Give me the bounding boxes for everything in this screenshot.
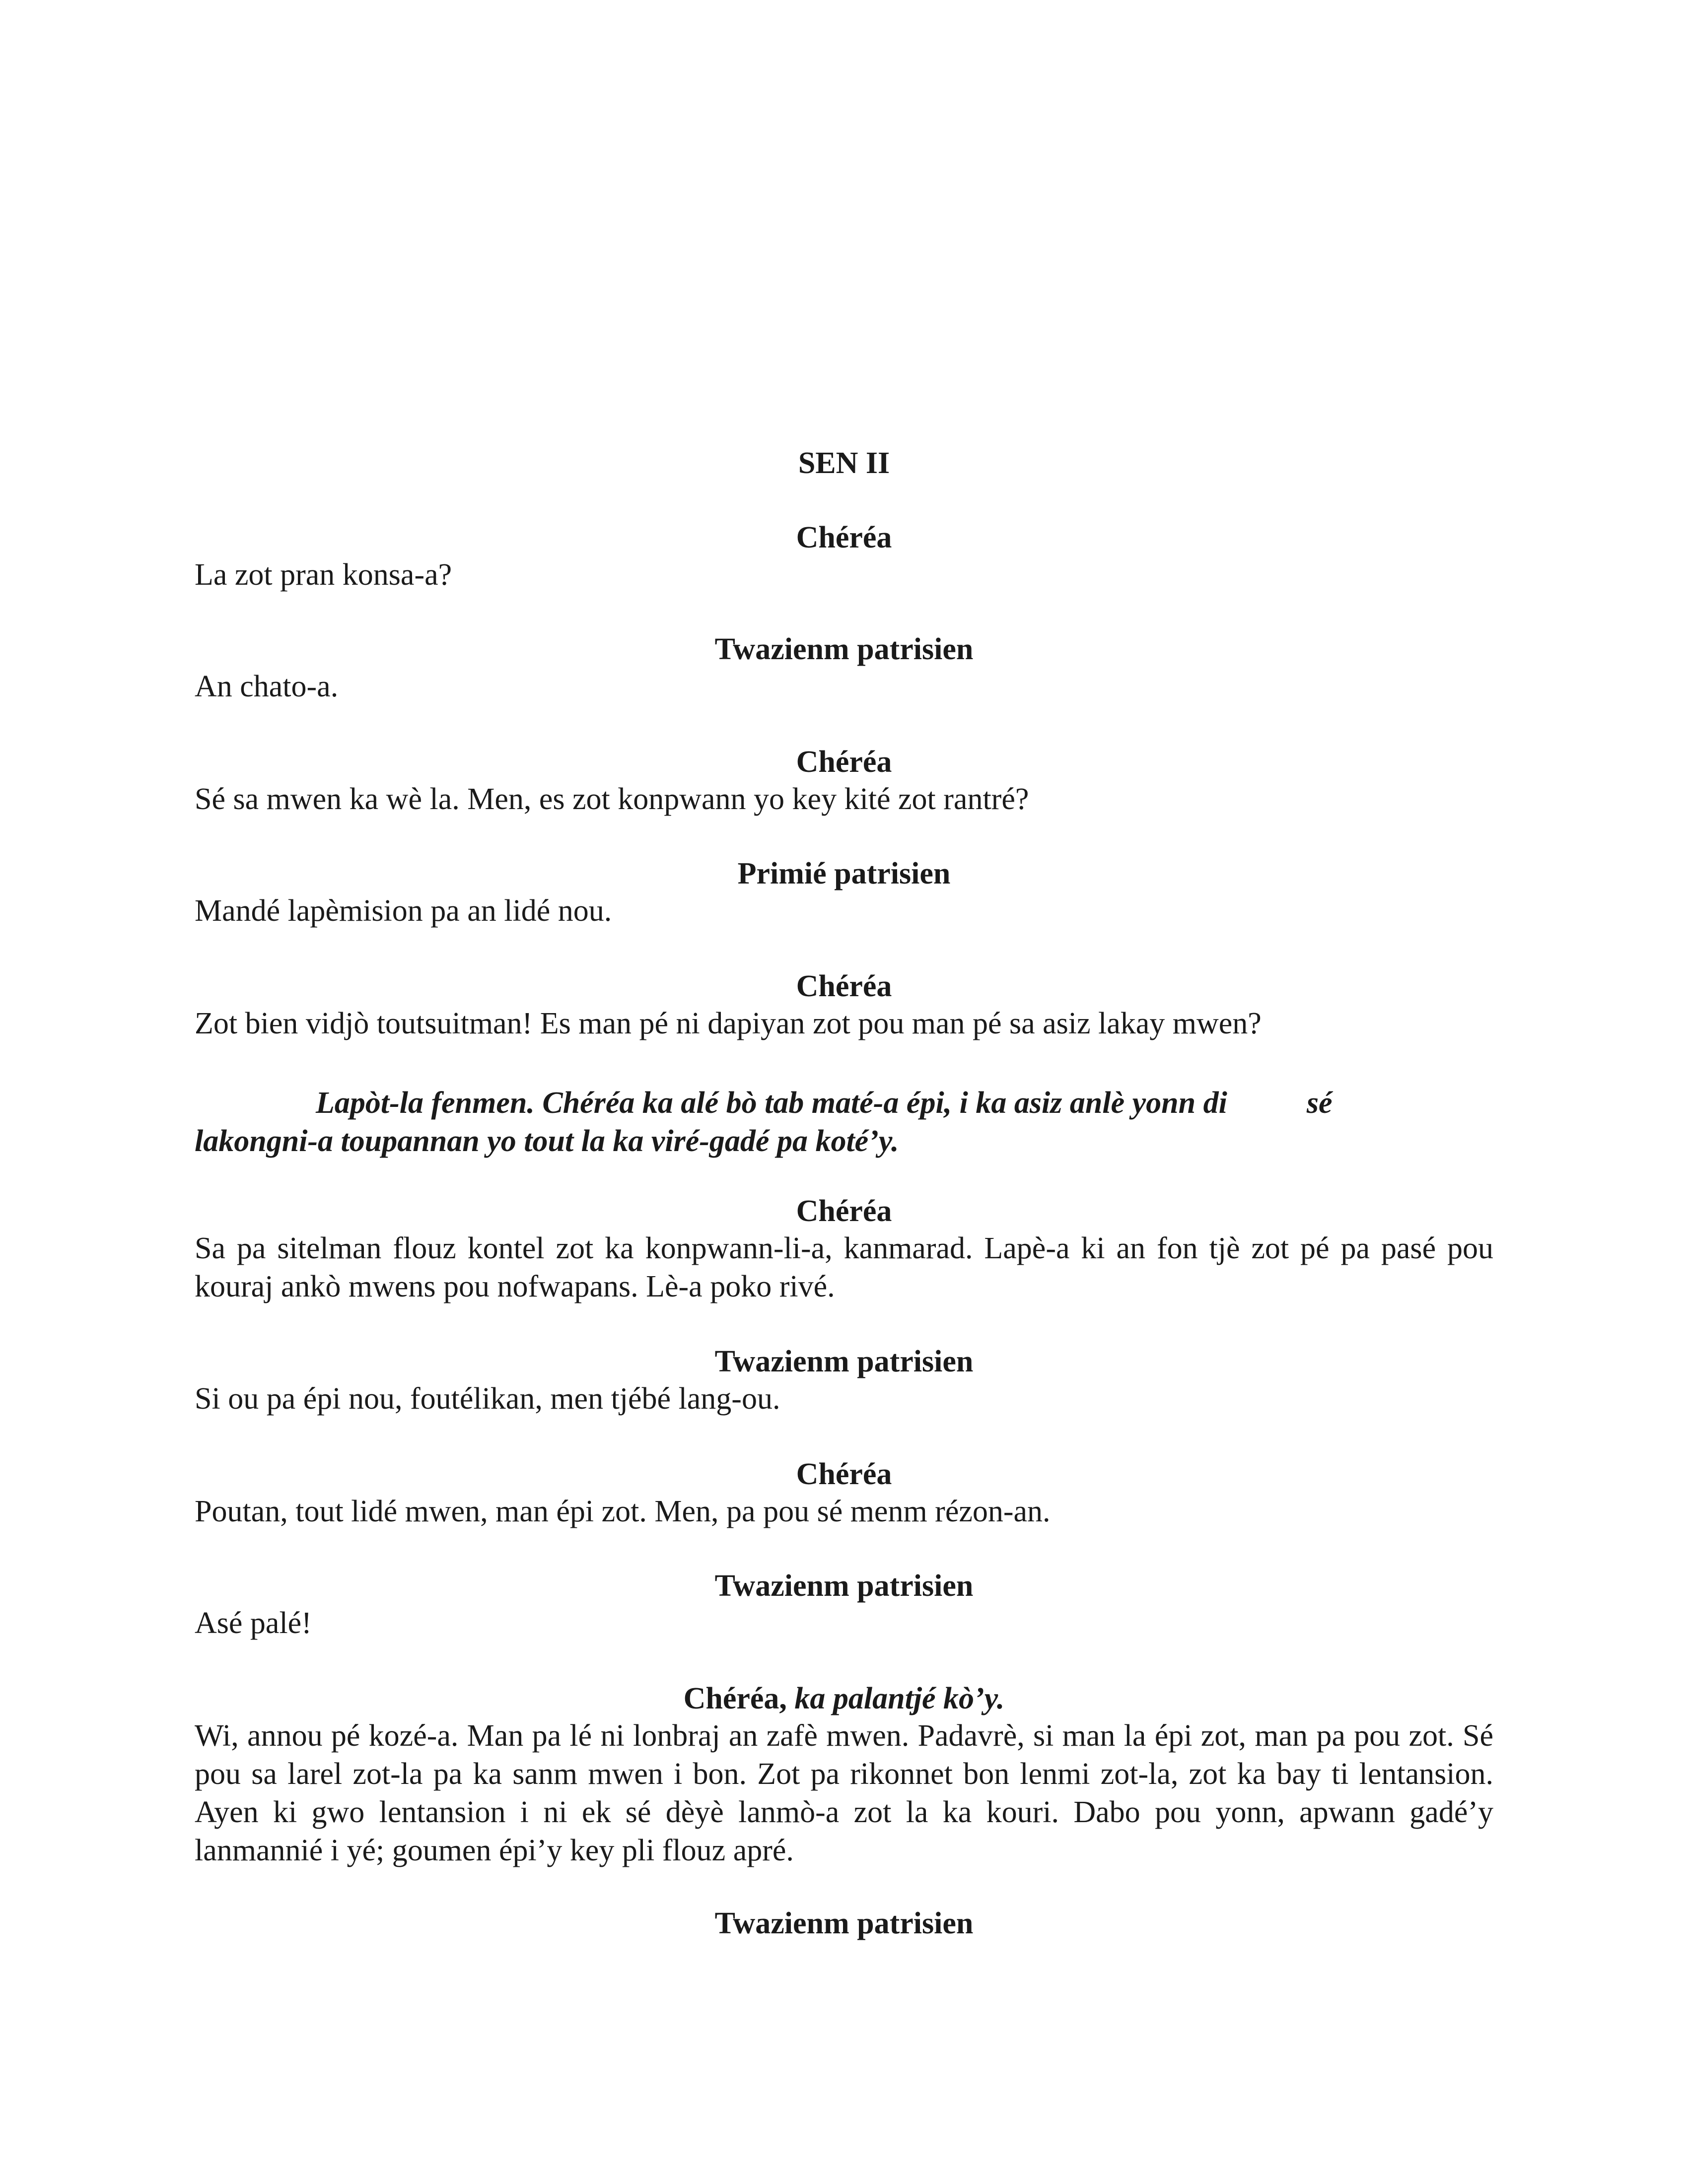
speaker-name: Chéréa (796, 969, 892, 1003)
stage-direction (195, 1084, 1493, 1160)
speaker-name: Chéréa, (683, 1682, 787, 1715)
speaker-name: Chéréa (796, 745, 892, 779)
dialogue-line: Si ou pa épi nou, foutélikan, men tjébé lang-ou. (195, 1382, 780, 1416)
dialogue-line: Sé sa mwen ka wè la. Men, es zot konpwann yo key kité zot rantré? (195, 782, 1029, 816)
stage-direction-text: Lapòt-la fenmen. Chéréa ka alé bò tab maté-a épi, i ka asiz anlè yonn di (316, 1086, 1227, 1120)
dialogue-line: Asé palé! (195, 1606, 312, 1640)
dialogue-line: An chato-a. (195, 670, 339, 703)
scene-title: SEN II (798, 446, 890, 480)
dialogue-line: Mandé lapèmision pa an lidé nou. (195, 894, 612, 928)
stage-direction-text: lakongni-a toupannan yo tout la ka viré-gadé pa koté’y. (195, 1124, 899, 1158)
dialogue-paragraph: Sa pa sitelman flouz kontel zot ka konpwann-li-a, kanmarad. Lapè-a ki an fon tjè zot pé pa pasé pou kouraj ankò mwens pou nofwapans. Lè-a poko rivé. (195, 1231, 1493, 1303)
speaker-name: Primié patrisien (737, 857, 951, 890)
speaker-name: Chéréa (796, 1457, 892, 1491)
speaker-name: Chéréa (796, 521, 892, 554)
speaker-name: Twazienm patrisien (714, 1345, 974, 1378)
speaker-name: Chéréa (796, 1194, 892, 1228)
dialogue-line: La zot pran konsa-a? (195, 558, 452, 592)
stage-direction-text: sé (1306, 1086, 1333, 1120)
speaker-heading (195, 1680, 1493, 1718)
dialogue-line: Zot bien vidjò toutsuitman! Es man pé ni dapiyan zot pou man pé sa asiz lakay mwen? (195, 1007, 1262, 1040)
dialogue-paragraph: Wi, annou pé kozé-a. Man pa lé ni lonbraj an zafè mwen. Padavrè, si man la épi zot, man pa pou zot. Sé pou sa larel zot-la pa ka sanm mwen i bon. Zot pa rikonnet bon lenmi zot-la, zot ka bay ti lentansion. Ayen ki gwo lentansion i ni ek sé dèyè lanmò-a zot la ka kouri. Dabo pou yonn, apwann gadé’y lanmannié i yé; goumen épi’y key pli flouz apré. (195, 1719, 1493, 1867)
speaker-note: ka palantjé kò’y. (794, 1682, 1005, 1715)
dialogue-line: Poutan, tout lidé mwen, man épi zot. Men, pa pou sé menm rézon-an. (195, 1495, 1051, 1528)
speaker-name: Twazienm patrisien (714, 1907, 974, 1940)
speaker-name: Twazienm patrisien (714, 632, 974, 666)
speaker-name: Twazienm patrisien (714, 1569, 974, 1603)
